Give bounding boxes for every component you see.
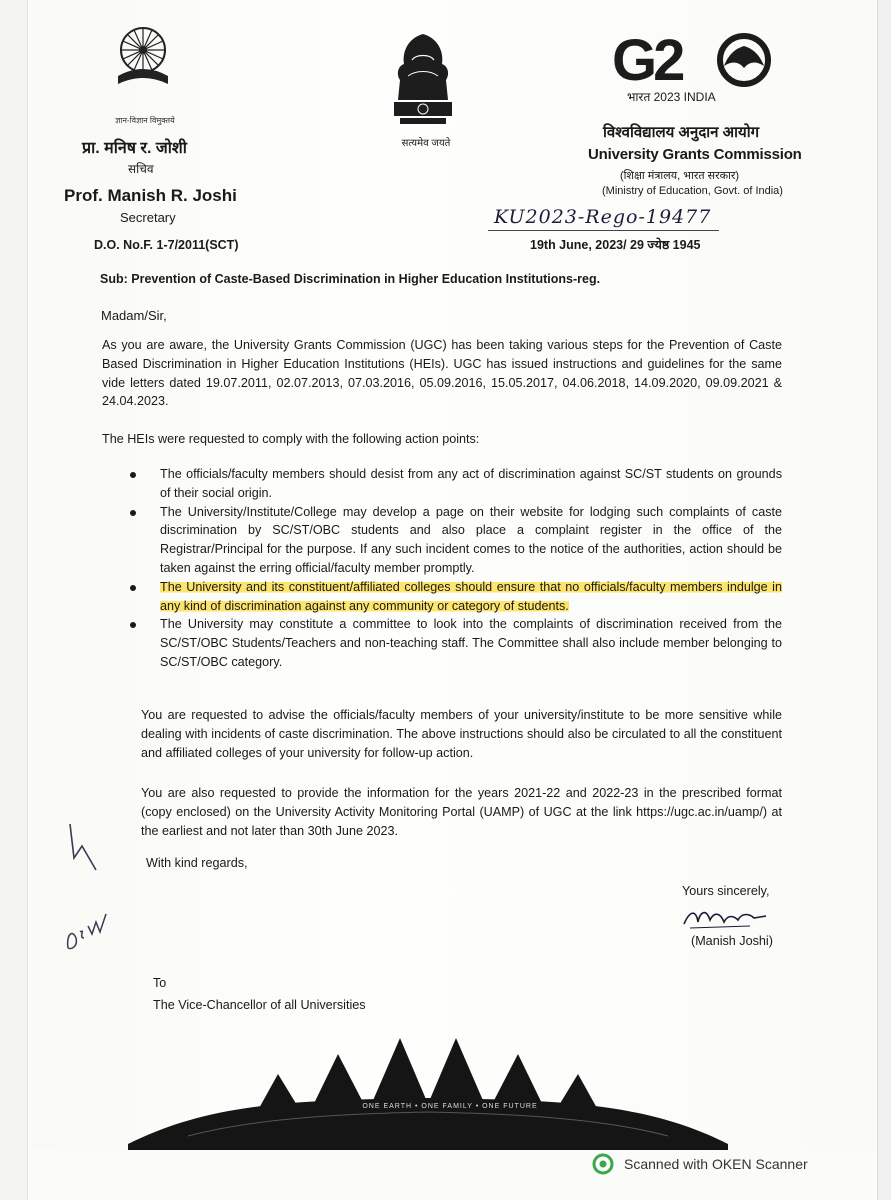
- signature-icon: [680, 902, 770, 932]
- list-item: [128, 465, 782, 503]
- ministry-english: (Ministry of Education, Govt. of India): [602, 185, 783, 197]
- do-number: D.O. No.F. 1-7/2011(SCT): [94, 238, 239, 252]
- closing: Yours sincerely,: [682, 884, 770, 898]
- footer-lotus-emblem-icon: [128, 1024, 728, 1150]
- ugc-logo-icon: [110, 22, 176, 88]
- letter-subject: Sub: Prevention of Caste-Based Discrimination in Higher Education Institutions-reg.: [100, 272, 601, 286]
- g20-subtitle: भारत 2023 INDIA: [627, 90, 716, 104]
- paragraph-1: As you are aware, the University Grants Commission (UGC) has been taking various steps for the Prevention of Caste Based Discrimination in Higher Education Institutions (HEIs). UGC has issued instructions and guidelines for the same vide letters dated 19.07.2011, 02.07.2013, 07.03.2016, 05.09.2016, 15.05.2017, 04.06.2018, 14.09.2020, 09.09.2021 & 24.04.2023.: [102, 338, 782, 409]
- ministry-hindi: (शिक्षा मंत्रालय, भारत सरकार): [620, 170, 740, 182]
- handwritten-dsw-icon: [64, 908, 116, 954]
- recipient: The Vice-Chancellor of all Universities: [153, 998, 366, 1012]
- bullet-icon: [130, 622, 136, 628]
- page-edge-left: [0, 0, 28, 1200]
- handwritten-reference: KU2023-Rego-19477: [488, 206, 719, 231]
- paragraph-2: You are requested to advise the officials/faculty members of your university/institute to be more sensitive while dealing with incidents of caste discrimination. The above instructions should also be circulated to all the constituent and affiliated colleges of your university for follow-up action.: [141, 708, 782, 760]
- national-emblem-icon: [386, 30, 460, 140]
- highlighted-text: The University and its constituent/affiliated colleges should ensure that no officials/faculty members indulge in any kind of discrimination against any community or category of students.: [160, 579, 782, 613]
- signer-name: (Manish Joshi): [691, 934, 773, 948]
- list-item-highlighted: [128, 578, 782, 616]
- g20-logo-icon: [612, 28, 772, 88]
- bullet-icon: [130, 510, 136, 516]
- page-edge-right: [877, 0, 891, 1200]
- handwritten-check-icon: [62, 818, 102, 878]
- org-name: University Grants Commission: [588, 146, 802, 163]
- list-item-text: The University/Institute/College may develop a page on their website for lodging such complaints of caste discrimination by SC/ST/OBC students and also place a complaint register in the office of the Registrar/Principal for the purpose. If any such incident comes to the notice of the authorities, action should be taken against the erring official/faculty member promptly.: [160, 504, 782, 575]
- footer-motto: ONE EARTH • ONE FAMILY • ONE FUTURE: [362, 1103, 538, 1110]
- list-item: [128, 503, 782, 578]
- letter-date: 19th June, 2023/ 29 ज्येष्ठ 1945: [530, 238, 701, 252]
- oken-scanner-logo-icon: [592, 1153, 614, 1175]
- paragraph-3: You are also requested to provide the information for the years 2021-22 and 2022-23 in the prescribed format (copy enclosed) on the University Activity Monitoring Portal (UAMP) of UGC at the link https://ugc.ac.in/uamp/) at the earliest and not later than 30th June 2023.: [141, 786, 782, 838]
- secretary-name: Prof. Manish R. Joshi: [64, 186, 237, 205]
- org-name-hindi: विश्वविद्यालय अनुदान आयोग: [603, 124, 760, 141]
- action-points-list: [128, 465, 782, 672]
- address-to: To: [153, 976, 167, 990]
- list-item-text: The University may constitute a committee to look into the complaints of discrimination received from the SC/ST/OBC Students/Teachers and non-teaching staff. The Committee shall also include member belonging to SC/ST/OBC category.: [160, 617, 782, 669]
- scanner-watermark: [592, 1153, 808, 1175]
- list-item: [128, 615, 782, 671]
- regards: With kind regards,: [146, 856, 248, 870]
- list-item-text: The officials/faculty members should desist from any act of discrimination against SC/ST students on grounds of their social origin.: [160, 467, 782, 500]
- scanner-text: Scanned with OKEN Scanner: [624, 1156, 808, 1172]
- svg-text:G2: G2: [612, 28, 682, 88]
- secretary-title-hindi: सचिव: [128, 162, 154, 176]
- action-points-intro: The HEIs were requested to comply with the following action points:: [102, 432, 480, 446]
- emblem-motto: सत्यमेव जयते: [401, 138, 451, 149]
- secretary-name-hindi: प्रा. मनिष र. जोशी: [82, 140, 187, 157]
- secretary-title: Secretary: [120, 210, 176, 225]
- bullet-icon: [130, 472, 136, 478]
- salutation: Madam/Sir,: [101, 308, 167, 323]
- bullet-icon: [130, 585, 136, 591]
- ugc-tagline: ज्ञान-विज्ञान विमुक्तये: [115, 116, 175, 125]
